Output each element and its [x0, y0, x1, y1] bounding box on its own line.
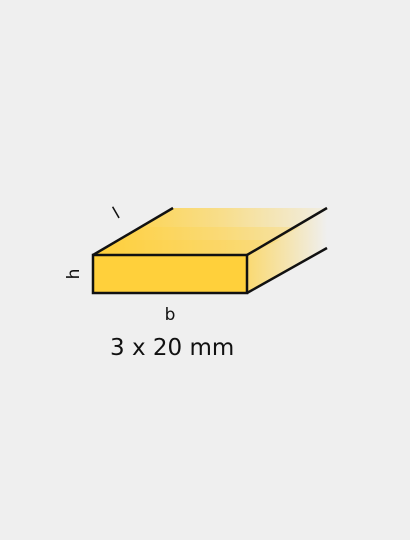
length-label: l: [109, 203, 124, 224]
dimension-caption: 3 x 20 mm: [110, 335, 235, 361]
width-label: b: [164, 305, 176, 325]
front-face: [93, 255, 247, 293]
height-label: h: [64, 268, 84, 280]
